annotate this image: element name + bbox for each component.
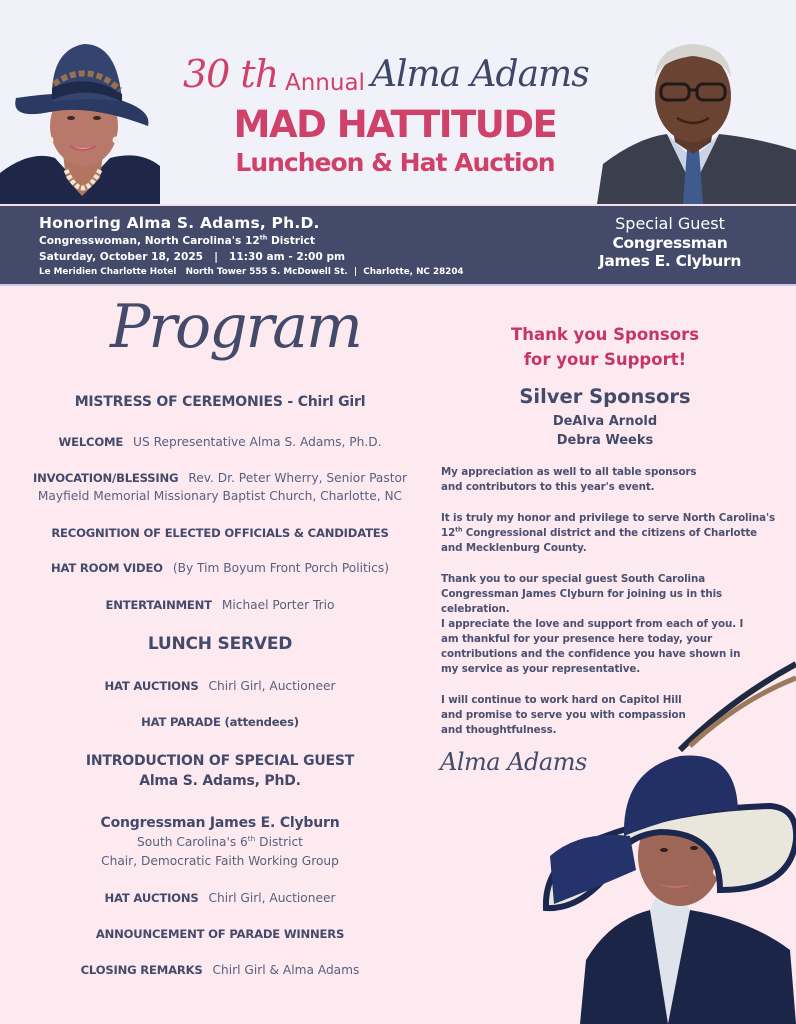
p5-line-3: and thoughtfulness. (441, 724, 557, 736)
item-value: Alma S. Adams, PhD. (139, 773, 301, 789)
program-item-recognition (20, 524, 420, 542)
program-item-lunch (20, 634, 420, 654)
item-label: CLOSING REMARKS (80, 963, 203, 977)
item-label: HAT PARADE (attendees) (141, 715, 299, 729)
program-item-entertainment (20, 596, 420, 614)
thanks-line-1: Thank you Sponsors (510, 325, 700, 344)
item-label: LUNCH SERVED (147, 634, 293, 654)
district-sup: th (247, 833, 256, 843)
guest-name: Congressman James E. Clyburn (100, 815, 340, 831)
item-label: HAT ROOM VIDEO (51, 561, 163, 575)
special-guest-title: Congressman (612, 234, 728, 252)
honoring-line: Honoring Alma S. Adams, Ph.D. (39, 214, 320, 232)
item-label: HAT AUCTIONS (104, 891, 199, 905)
event-subtitle: Luncheon & Hat Auction (235, 148, 555, 177)
program-item-special-guest (20, 814, 420, 871)
mistress-heading: MISTRESS OF CEREMONIES - Chirl Girl (74, 394, 366, 410)
special-guest-name: James E. Clyburn (598, 252, 742, 270)
program-item-winners (20, 925, 420, 943)
p2-num: 12 (441, 527, 456, 539)
item-value-line2: Mayfield Memorial Missionary Baptist Church, Charlotte, NC (37, 489, 403, 503)
district-prefix: South Carolina's 6 (137, 835, 248, 849)
item-label: INTRODUCTION OF SPECIAL GUEST (85, 753, 355, 769)
mistress-of-ceremonies (20, 393, 420, 411)
role-sup: th (259, 234, 268, 242)
program-item-hat-auctions-2 (20, 889, 420, 907)
date-time-line: Saturday, October 18, 2025 | 11:30 am - 2:00 pm (39, 251, 346, 263)
letter-paragraph-5 (441, 693, 776, 738)
p2-suffix: Congressional district and the citizens of Charlotte and Mecklenburg County. (441, 527, 758, 554)
letter-paragraph-3: Thank you to our special guest South Carolina Congressman James Clyburn for joining us in this celebration. (441, 573, 723, 615)
program-item-introduction (20, 751, 420, 791)
special-guest-block (575, 214, 765, 270)
thanks-line-2: for your Support! (523, 350, 687, 369)
annual-label: Annual (285, 70, 365, 96)
item-label: RECOGNITION OF ELECTED OFFICIALS & CANDIDATES (51, 526, 389, 540)
role-prefix: Congresswoman, North Carolina's 12 (39, 235, 260, 247)
congresswoman-line (39, 233, 464, 249)
p5-line-1: I will continue to work hard on Capitol Hill (441, 694, 682, 706)
event-title: MAD HATTITUDE (233, 103, 557, 146)
p2-prefix: It is truly my honor and privilege to serve North Carolina's (441, 512, 776, 524)
sponsor-name: DeAlva Arnold (552, 414, 658, 429)
item-value: US Representative Alma S. Adams, Ph.D. (133, 435, 382, 449)
item-label: WELCOME (58, 435, 124, 449)
p2-sup: th (455, 526, 463, 534)
address-line: Le Meridien Charlotte Hotel North Tower 555 S. McDowell St. | Charlotte, NC 28204 (39, 267, 464, 277)
sponsor-tier: Silver Sponsors (519, 385, 691, 408)
item-value: Chirl Girl & Alma Adams (212, 963, 360, 977)
item-value: Chirl Girl, Auctioneer (208, 891, 336, 905)
item-label: ENTERTAINMENT (105, 598, 212, 612)
item-value: (By Tim Boyum Front Porch Politics) (172, 561, 389, 575)
item-label: ANNOUNCEMENT OF PARADE WINNERS (95, 927, 345, 941)
p5-line-2: and promise to serve you with compassion (441, 709, 686, 721)
program-item-closing (20, 961, 420, 979)
program-title: Program (110, 292, 361, 362)
program-item-hat-parade (20, 713, 420, 731)
signature: Alma Adams (440, 748, 587, 776)
honoree-info (39, 213, 464, 279)
guest-district (20, 833, 420, 852)
program-item-invocation (20, 469, 420, 505)
program-item-hat-auctions (20, 677, 420, 695)
anniversary-ordinal: 30 th (183, 52, 279, 96)
letter-paragraph-1: My appreciation as well to all table sponsors and contributors to this year's event. (441, 466, 697, 493)
sponsor-name: Debra Weeks (556, 433, 654, 448)
item-label: HAT AUCTIONS (104, 679, 199, 693)
program-item-welcome (20, 433, 420, 451)
role-suffix: District (267, 235, 315, 247)
info-banner (0, 206, 796, 286)
title-line (183, 48, 603, 108)
letter-paragraph-4: I appreciate the love and support from each of you. I am thankful for your presence here today, your contributions and the confidence you have shown in my service as your representative. (441, 618, 744, 675)
item-value: Chirl Girl, Auctioneer (208, 679, 336, 693)
special-guest-label: Special Guest (615, 214, 725, 233)
photo-alma-adams-top (0, 38, 165, 204)
item-value: Rev. Dr. Peter Wherry, Senior Pastor (188, 471, 407, 485)
district-suffix: District (255, 835, 303, 849)
item-label: INVOCATION/BLESSING (33, 471, 179, 485)
item-value: Michael Porter Trio (221, 598, 335, 612)
guest-role: Chair, Democratic Faith Working Group (101, 854, 339, 868)
letter-paragraph-2 (441, 511, 776, 556)
program-item-video (20, 559, 420, 577)
honoree-script-name: Alma Adams (371, 54, 589, 95)
thanks-heading (440, 322, 770, 372)
